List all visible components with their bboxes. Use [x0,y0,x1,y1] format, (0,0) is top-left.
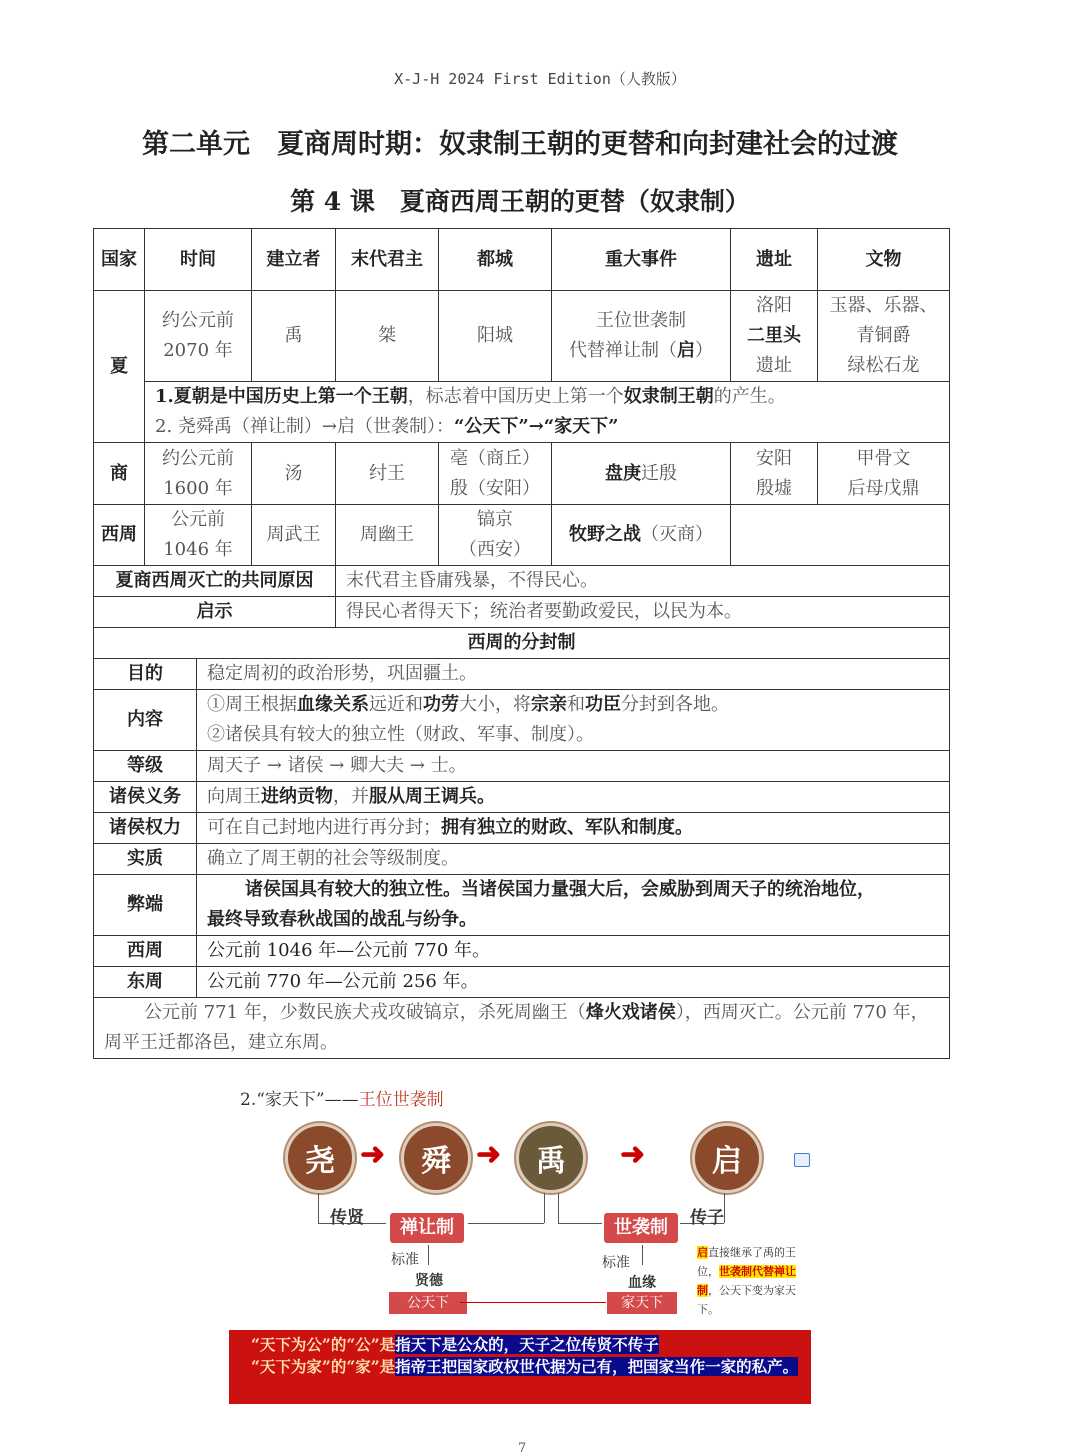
connector-line [558,1223,602,1224]
flaw-line-1: 诸侯国具有较大的独立性。当诸侯国力量强大后，会威胁到周天子的统治地位， [245,879,875,900]
page-number: 7 [518,1441,527,1456]
shixi-box: 世袭制 [604,1213,678,1243]
cause-row [94,566,950,597]
content-line-2: ②诸侯具有较大的独立性（财政、军事、制度）。 [207,724,594,745]
zhou-row [94,505,950,566]
qi-portrait-icon: 启 [692,1123,762,1193]
header-site: 遗址 [731,229,818,291]
xia-note-1: 1.夏朝是中国历史上第一个王朝，标志着中国历史上第一个奴隶制王朝的产生。 [155,386,786,407]
xia-relics: 玉器、乐器、 青铜爵 绿松石龙 [818,291,950,382]
purpose-label: 目的 [94,659,197,690]
shang-row [94,443,950,505]
header-founder: 建立者 [252,229,336,291]
yao-portrait-icon: 尧 [285,1123,355,1193]
flaw-label: 弊端 [94,875,197,936]
rank-label: 等级 [94,751,197,782]
header-events: 重大事件 [552,229,731,291]
content-label: 内容 [94,690,197,751]
lesson-title: 第 4 课 夏商西周王朝的更替（奴隶制） [290,187,750,216]
xiande-label: 贤德 [415,1273,443,1289]
zhou-name: 西周 [94,505,145,566]
fengjian-table [93,658,950,1059]
connector-line [468,1223,544,1224]
lesson-value: 得民心者得天下；统治者要勤政爱民，以民为本。 [336,597,950,628]
right-label: 诸侯权力 [94,813,197,844]
zhou-events: 牧野之战（灭商） [552,505,731,566]
right-value: 可在自己封地内进行再分封；拥有独立的财政、军队和制度。 [197,813,950,844]
east-value: 公元前 770 年—公元前 256 年。 [197,967,950,998]
fengjian-title: 西周的分封制 [94,628,950,659]
fengjian-title-row [94,628,950,659]
connector-line [460,1302,606,1303]
table-header-row [94,229,950,291]
shang-founder: 汤 [252,443,336,505]
content-value [197,690,950,751]
shun-portrait-icon: 舜 [401,1123,471,1193]
cause-value: 末代君主昏庸残暴，不得民心。 [336,566,950,597]
flaw-line-2: 最终导致春秋战国的战乱与纷争。 [207,909,477,930]
xia-notes-row [94,382,950,443]
definition-1: “天下为公”的“公”是指天下是公众的，天子之位传贤不传子 [251,1335,659,1354]
definition-box [229,1330,811,1404]
zhou-capital: 镐京 （西安） [439,505,552,566]
yu-portrait-icon: 禹 [516,1123,586,1193]
shang-capital: 亳（商丘） 殷（安阳） [439,443,552,505]
rank-value: 周天子 → 诸侯 → 卿大夫 → 士。 [197,751,950,782]
connector-line [642,1245,643,1265]
xia-event-line2: 代替禅让制（启） [569,340,713,361]
arrow-right-icon: ➜ [476,1137,502,1172]
chuanzi-label: 传子 [690,1208,724,1228]
xia-time: 约公元前2070 年 [145,291,252,382]
connector-line [544,1193,545,1223]
xia-site: 洛阳 二里头 遗址 [731,291,818,382]
definition-2: “天下为家”的“家”是指帝王把国家政权世代据为己有，把国家当作一家的私产。 [251,1357,799,1376]
east-label: 东周 [94,967,197,998]
dynasty-table [93,228,950,659]
zhou-time: 公元前1046 年 [145,505,252,566]
xia-name: 夏 [94,291,145,443]
shanrang-box: 禅让制 [390,1213,464,1243]
duty-value: 向周王进纳贡物，并服从周王调兵。 [197,782,950,813]
west-label: 西周 [94,936,197,967]
header-capital: 都城 [439,229,552,291]
lesson-row [94,597,950,628]
cause-label: 夏商西周灭亡的共同原因 [94,566,336,597]
xia-capital: 阳城 [439,291,552,382]
connector-line [318,1193,319,1223]
side-note: 启直接继承了禹的王位，世袭制代替禅让制，公天下变为家天下。 [697,1246,796,1316]
shang-last-king: 纣王 [336,443,439,505]
duty-label: 诸侯义务 [94,782,197,813]
chuanxian-label: 传贤 [330,1208,364,1228]
xia-note-2: 2. 尧舜禹（禅让制）→启（世袭制）：“公天下”→“家天下” [155,416,619,437]
zhou-last-king: 周幽王 [336,505,439,566]
connector-line [724,1193,725,1223]
header-relics: 文物 [818,229,950,291]
biaozhun-label-2: 标准 [602,1255,630,1271]
xia-events [552,291,731,382]
shang-name: 商 [94,443,145,505]
shang-time: 约公元前1600 年 [145,443,252,505]
xia-row [94,291,950,382]
flaw-value [197,875,950,936]
header-time: 时间 [145,229,252,291]
header-country: 国家 [94,229,145,291]
jiatianxia-box: 家天下 [607,1292,677,1314]
xia-notes [145,382,950,443]
arrow-right-icon: ➜ [360,1137,386,1172]
xia-last-king: 桀 [336,291,439,382]
final-note: 公元前 771 年，少数民族犬戎攻破镐京，杀死周幽王（烽火戏诸侯），西周灭亡。公元前 770 年，周平王迁都洛邑，建立东周。 [94,998,950,1059]
xueyuan-label: 血缘 [628,1275,656,1291]
xia-event-line1: 王位世袭制 [596,310,686,331]
image-placeholder-icon [794,1153,810,1167]
xia-founder: 禹 [252,291,336,382]
header-last-king: 末代君主 [336,229,439,291]
zhou-empty [731,505,950,566]
page-header: X-J-H 2024 First Edition（人教版） [394,70,686,88]
shang-events: 盘庚迁殷 [552,443,731,505]
connector-line [428,1245,429,1265]
zhou-founder: 周武王 [252,505,336,566]
arrow-right-icon: ➜ [620,1137,646,1172]
connector-line [558,1193,559,1223]
purpose-value: 稳定周初的政治形势，巩固疆土。 [197,659,950,690]
shang-relics: 甲骨文 后母戊鼎 [818,443,950,505]
shang-site: 安阳 殷墟 [731,443,818,505]
unit-title: 第二单元 夏商周时期：奴隶制王朝的更替和向封建社会的过渡 [142,129,898,160]
essence-value: 确立了周王朝的社会等级制度。 [197,844,950,875]
west-value: 公元前 1046 年—公元前 770 年。 [197,936,950,967]
gongtianxia-box: 公天下 [389,1292,467,1314]
essence-label: 实质 [94,844,197,875]
biaozhun-label-1: 标准 [391,1252,419,1268]
content-line-1: ①周王根据血缘关系远近和功劳大小，将宗亲和功臣分封到各地。 [207,694,729,715]
lesson-label: 启示 [94,597,336,628]
diagram-title: 2.“家天下”——王位世袭制 [240,1090,444,1110]
